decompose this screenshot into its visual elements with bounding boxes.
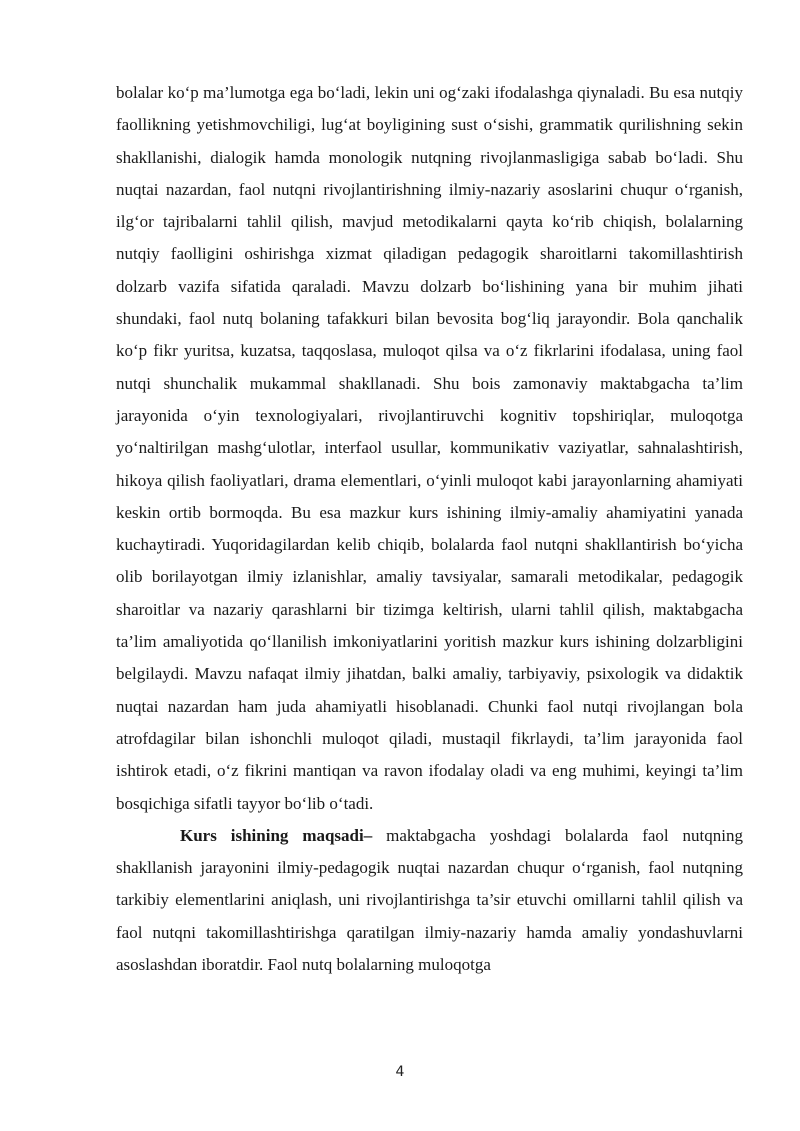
paragraph xyxy=(116,820,743,981)
body-text xyxy=(116,77,743,981)
paragraph-heading: Kurs ishining maqsadi– xyxy=(180,825,373,845)
page-number: 4 xyxy=(395,1064,405,1080)
paragraph-text: maktabgacha yoshdagi bolalarda faol nutqning shakllanish jarayonini ilmiy-pedagogik nuqtai nazardan chuqur o‘rganish, faol nutqning tarkibiy elementlarini aniqlash, uni rivojlantirishga ta’sir etuvchi omillarni tahlil qilish va faol nutqni takomillashtirishga qaratilgan ilmiy-nazariy hamda amaliy yondashuvlarni asoslashdan iboratdir. Faol nutq bolalarning muloqotga xyxy=(116,825,743,975)
paragraph: bolalar ko‘p ma’lumotga ega bo‘ladi, lekin uni og‘zaki ifodalashga qiynaladi. Bu esa nutqiy faollikning yetishmovchiligi, lug‘at boyligining sust o‘sishi, grammatik qurilishning sekin shakllanishi, dialogik hamda monologik nutqning rivojlanmasligiga sabab bo‘ladi. Shu nuqtai nazardan, faol nutqni rivojlantirishning ilmiy-nazariy asoslarini chuqur o‘rganish, ilg‘or tajribalarni tahlil qilish, mavjud metodikalarni qayta ko‘rib chiqish, bolalarning nutqiy faolligini oshirishga xizmat qiladigan pedagogik sharoitlarni takomillashtirish dolzarb vazifa sifatida qaraladi. Mavzu dolzarb bo‘lishining yana bir muhim jihati shundaki, faol nutq bolaning tafakkuri bilan bevosita bog‘liq jarayondir. Bola qanchalik ko‘p fikr yuritsa, kuzatsa, taqqoslasa, muloqot qilsa va o‘z fikrlarini ifodalasa, uning faol nutqi shunchalik mukammal shakllanadi. Shu bois zamonaviy maktabgacha ta’lim jarayonida o‘yin texnologiyalari, rivojlantiruvchi kognitiv topshiriqlar, muloqotga yo‘naltirilgan mashg‘ulotlar, interfaol usullar, kommunikativ vaziyatlar, sahnalashtirish, hikoya qilish faoliyatlari, drama elementlari, o‘yinli muloqot kabi jarayonlarning ahamiyati keskin ortib bormoqda. Bu esa mazkur kurs ishining ilmiy-amaliy ahamiyatini yanada kuchaytiradi. Yuqoridagilardan kelib chiqib, bolalarda faol nutqni shakllantirish bo‘yicha olib borilayotgan ilmiy izlanishlar, amaliy tavsiyalar, samarali metodikalar, pedagogik sharoitlar va nazariy qarashlarni bir tizimga keltirish, ularni tahlil qilish, maktabgacha ta’lim amaliyotida qo‘llanilish imkoniyatlarini yoritish mazkur kurs ishining dolzarbligini belgilaydi. Mavzu nafaqat ilmiy jihatdan, balki amaliy, tarbiyaviy, psixologik va didaktik nuqtai nazardan ham juda ahamiyatli hisoblanadi. Chunki faol nutqi rivojlangan bola atrofdagilar bilan ishonchli muloqot qiladi, mustaqil fikrlaydi, ta’lim jarayonida faol ishtirok etadi, o‘z fikrini mantiqan va ravon ifodalay oladi va eng muhimi, keyingi ta’lim bosqichiga sifatli tayyor bo‘lib o‘tadi. xyxy=(116,83,743,813)
